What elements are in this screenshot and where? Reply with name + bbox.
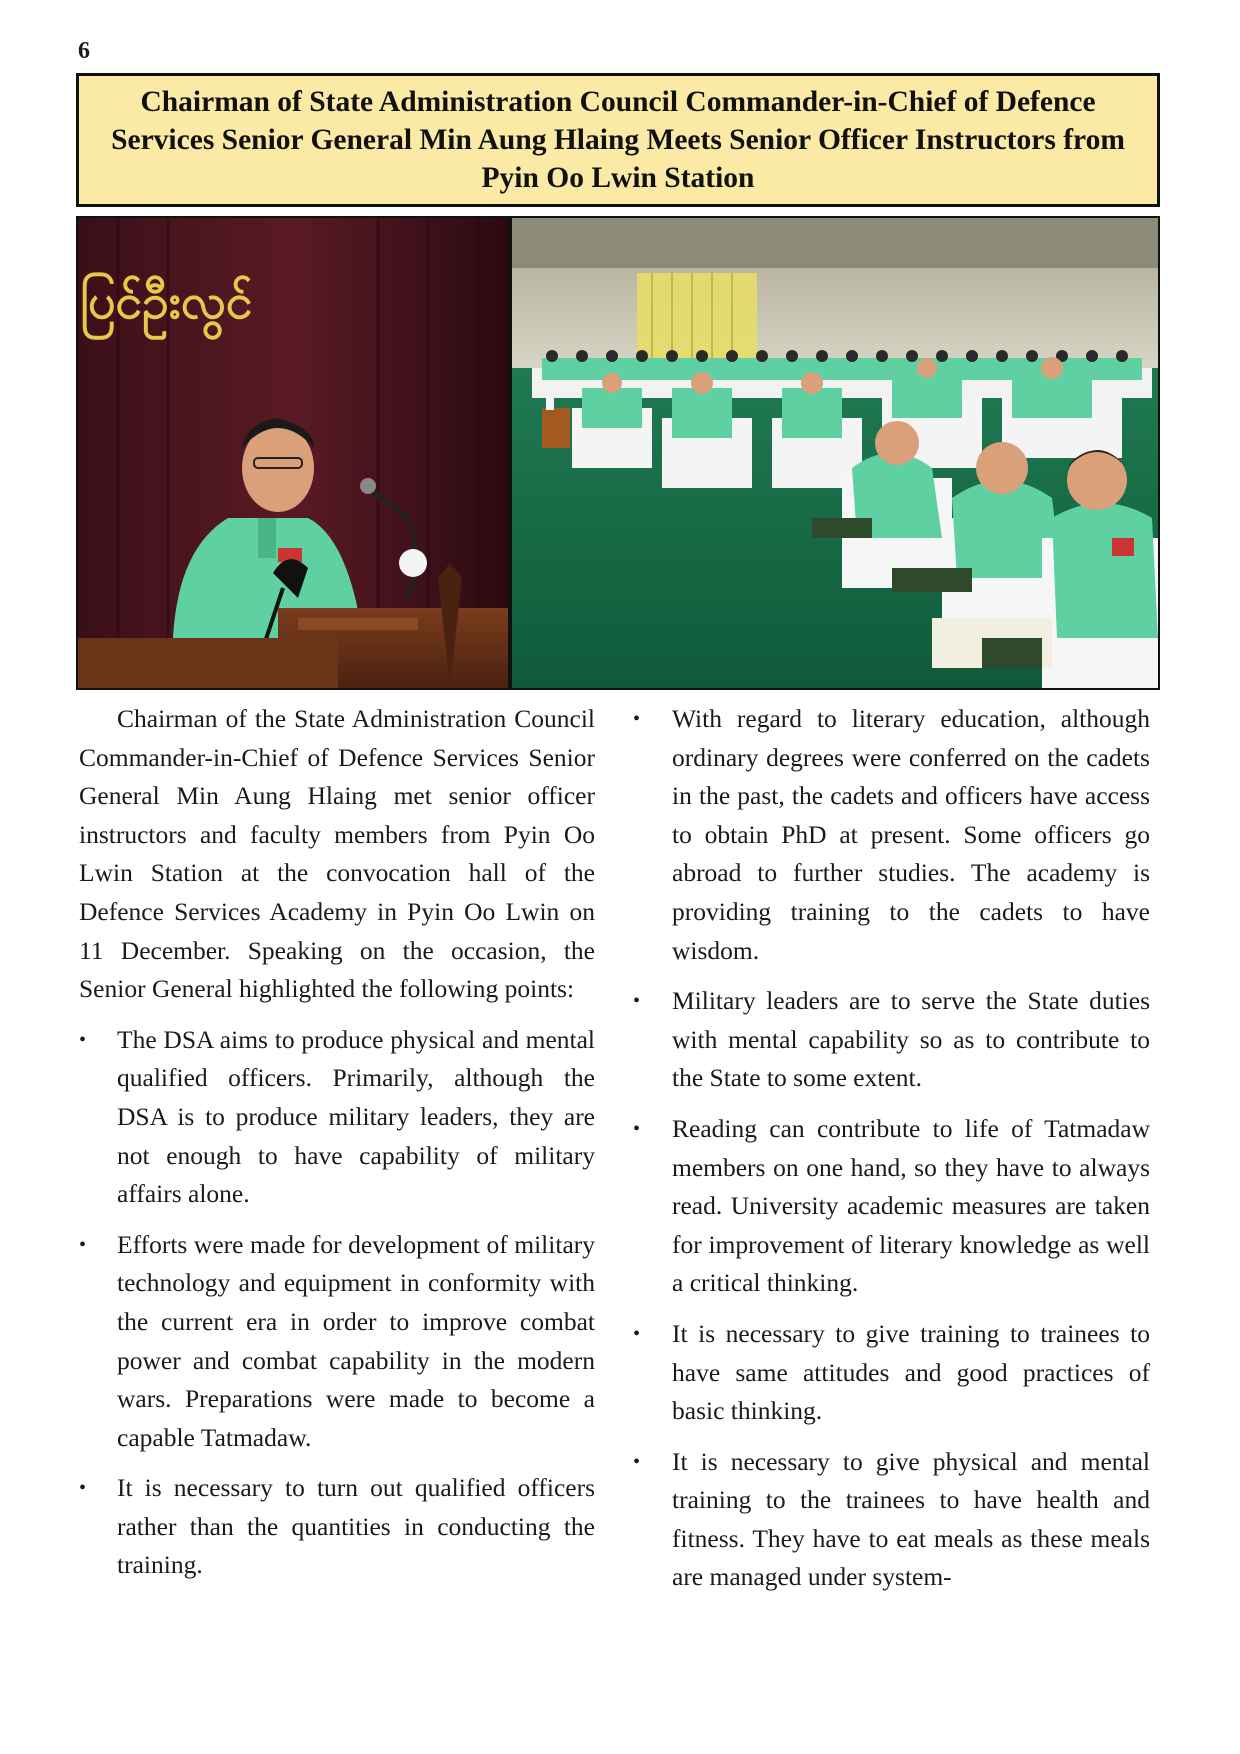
title-box (76, 73, 1160, 207)
bullet-icon: • (633, 990, 641, 1013)
bullet-icon: • (633, 1117, 641, 1140)
bullet-text: The DSA aims to produce physical and mental qualified officers. Primarily, although the DSA is to produce military leaders, they are not enough to have capability of military affairs alone. (117, 1024, 595, 1209)
bullet-icon: • (633, 1450, 641, 1473)
list-item (79, 1226, 595, 1458)
speaker-at-podium-photo (78, 218, 508, 688)
bullet-text: Military leaders are to serve the State duties with mental capability so as to contribute to the State to some extent. (672, 986, 1150, 1093)
bullet-text: It is necessary to turn out qualified officers rather than the quantities in conducting the training. (117, 1473, 595, 1580)
bullet-icon: • (79, 1028, 87, 1051)
list-item (633, 1443, 1150, 1597)
list-item (633, 982, 1150, 1098)
bullet-text: With regard to literary education, although ordinary degrees were conferred on the cadets in the past, the cadets and officers have access to obtain PhD at present. Some officers go abroad to further studies. The academy is providing training to the cadets to have wisdom. (672, 704, 1150, 965)
list-item (633, 700, 1150, 970)
photo-strip (76, 216, 1160, 690)
left-column (79, 700, 595, 1597)
bullet-icon: • (633, 708, 641, 730)
page-number: 6 (78, 38, 90, 64)
bullet-text: It is necessary to give training to trainees to have same attitudes and good practices of basic thinking. (672, 1318, 1150, 1426)
article-title: Chairman of State Administration Council Commander-in-Chief of Defence Services Senior General Min Aung Hlaing Meets Senior Officer Instructors from Pyin Oo Lwin Station (111, 86, 1125, 194)
audience-in-hall-photo (512, 218, 1158, 688)
list-item (79, 1469, 595, 1585)
bullet-text: It is necessary to give physical and mental training to the trainees to have health and fitness. They have to eat meals as these meals are managed under system- (672, 1446, 1150, 1592)
list-item (79, 1021, 595, 1214)
bullet-icon: • (79, 1477, 87, 1500)
right-bullet-list (633, 700, 1150, 1597)
bullet-icon: • (79, 1233, 87, 1256)
list-item (633, 1315, 1150, 1431)
bullet-icon: • (633, 1322, 641, 1345)
bullet-text: Efforts were made for development of military technology and equipment in conformity with the current era in order to improve combat power and combat capability in the modern wars. Preparations were made to become a capable Tatmadaw. (117, 1229, 595, 1452)
bullet-text: Reading can contribute to life of Tatmadaw members on one hand, so they have to always read. University academic measures are taken for improvement of literary knowledge as well a critical thinking. (672, 1113, 1150, 1298)
list-item (633, 1110, 1150, 1303)
banner-text: ပြင်ဦးလွင် (80, 274, 253, 330)
left-bullet-list (79, 1021, 595, 1585)
right-column (633, 700, 1150, 1609)
intro-paragraph: Chairman of the State Administration Council Commander-in-Chief of Defence Services Senior General Min Aung Hlaing met senior officer instructors and faculty members from Pyin Oo Lwin Station at the convocation hall of the Defence Services Academy in Pyin Oo Lwin on 11 December. Speaking on the occasion, the Senior General highlighted the following points: (79, 704, 595, 1004)
